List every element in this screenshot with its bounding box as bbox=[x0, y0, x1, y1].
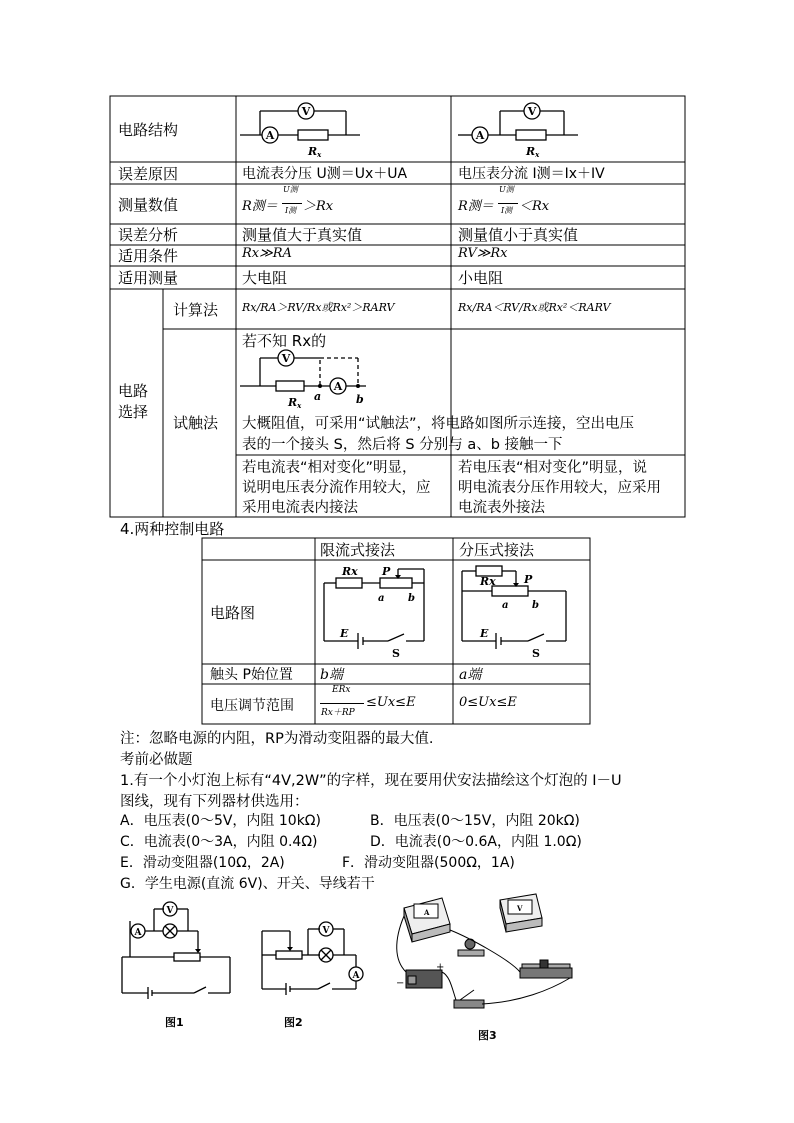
row-label-error-cause: 误差原因 bbox=[118, 165, 179, 183]
range-fraction-bar bbox=[320, 703, 364, 704]
external-measured-den: I测 bbox=[501, 206, 513, 215]
header-divider: 分压式接法 bbox=[459, 541, 535, 559]
external-measured-post: ＜Rx bbox=[519, 199, 550, 214]
figure-2-circuit bbox=[256, 915, 366, 1000]
trial-internal-2: 说明电压表分流作用较大，应 bbox=[242, 480, 431, 496]
svg-text:V: V bbox=[527, 105, 537, 118]
row-label-selection-1: 电路 bbox=[118, 382, 149, 400]
row-label-start: 触头 P始位置 bbox=[210, 667, 293, 683]
internal-usage: 大电阻 bbox=[242, 269, 288, 287]
option-a: A．电压表(0～5V，内阻 10kΩ) bbox=[120, 813, 321, 829]
svg-text:−: − bbox=[396, 978, 405, 989]
row-label-structure: 电路结构 bbox=[118, 121, 179, 139]
internal-error-cause: 电流表分压 U测＝Ux＋UA bbox=[242, 166, 408, 182]
external-measured-pre: R测＝ bbox=[458, 199, 494, 214]
figure-3-caption: 图3 bbox=[478, 1029, 497, 1042]
limit-b-label: b bbox=[408, 593, 415, 604]
svg-text:A: A bbox=[475, 129, 485, 142]
option-g: G．学生电源(直流 6V)、开关、导线若干 bbox=[120, 876, 375, 892]
row-label-measured: 测量数值 bbox=[118, 196, 179, 214]
internal-measured-num: U测 bbox=[283, 185, 298, 194]
svg-text:A: A bbox=[333, 380, 343, 393]
external-r-sub: x bbox=[535, 150, 540, 159]
internal-r-label: R bbox=[308, 145, 318, 158]
calc-internal: Rx/RA＞RV/Rx或Rx²＞RARV bbox=[242, 301, 395, 314]
limit-s-label: S bbox=[392, 647, 400, 660]
note: 注：忽略电源的内阻，RP为滑动变阻器的最大值. bbox=[120, 731, 434, 747]
trial-external-2: 明电流表分压作用较大，应采用 bbox=[458, 480, 661, 496]
figure-2-caption: 图2 bbox=[284, 1016, 303, 1029]
svg-text:A: A bbox=[352, 971, 360, 981]
section-4-title: 4.两种控制电路 bbox=[120, 520, 225, 538]
trial-external-3: 电流表外接法 bbox=[458, 500, 545, 516]
figure-1-caption: 图1 bbox=[165, 1016, 184, 1029]
internal-condition: Rx≫RA bbox=[242, 246, 292, 261]
trial-b-label: b bbox=[356, 393, 364, 406]
svg-text:V: V bbox=[301, 105, 311, 118]
figure-3-apparatus bbox=[390, 890, 590, 1025]
row-label-analysis: 误差分析 bbox=[118, 226, 179, 244]
divider-s-label: S bbox=[532, 647, 540, 660]
figure-1-circuit bbox=[118, 895, 238, 1005]
limit-p-label: P bbox=[382, 565, 391, 578]
external-condition: RV≫Rx bbox=[458, 246, 508, 261]
row-label-condition: 适用条件 bbox=[118, 247, 179, 265]
limit-rx-label: Rx bbox=[342, 565, 358, 578]
option-e: E．滑动变阻器(10Ω，2A) bbox=[120, 855, 285, 871]
row-label-selection-2: 选择 bbox=[118, 403, 149, 421]
trial-line1: 若不知 Rx的 bbox=[242, 332, 327, 350]
external-r-label: R bbox=[526, 145, 536, 158]
external-measured-num: U测 bbox=[499, 185, 514, 194]
option-d: D．电流表(0～0.6A，内阻 1.0Ω) bbox=[370, 834, 582, 850]
trial-method-label: 试触法 bbox=[173, 414, 219, 432]
option-f: F．滑动变阻器(500Ω，1A) bbox=[342, 855, 515, 871]
internal-r-sub: x bbox=[317, 150, 322, 159]
row-label-usage: 适用测量 bbox=[118, 269, 179, 287]
range-limit-num: ERx bbox=[332, 685, 351, 695]
divider-e-label: E bbox=[480, 627, 489, 640]
external-usage: 小电阻 bbox=[458, 269, 504, 287]
calc-method-label: 计算法 bbox=[173, 301, 219, 319]
trial-text-2: 表的一个接头 S，然后将 S 分别与 a、b 接触一下 bbox=[242, 437, 563, 453]
internal-measured-den: I测 bbox=[285, 206, 297, 215]
svg-text:A: A bbox=[424, 908, 430, 917]
internal-analysis: 测量值大于真实值 bbox=[242, 226, 363, 244]
range-limit-den: Rx＋RP bbox=[321, 708, 355, 718]
question-line-1: 1.有一个小灯泡上标有“4V,2W”的字样，现在要用伏安法描绘这个灯泡的 I－U bbox=[120, 773, 622, 789]
row-label-range: 电压调节范围 bbox=[210, 698, 294, 714]
option-b: B．电压表(0～15V，内阻 20kΩ) bbox=[370, 813, 580, 829]
external-error-cause: 电压表分流 I测＝Ix＋IV bbox=[458, 166, 605, 182]
trial-external-1: 若电压表“相对变化”明显，说 bbox=[458, 460, 648, 476]
internal-measured-pre: R测＝ bbox=[242, 199, 278, 214]
range-limit-post: ≤Ux≤E bbox=[366, 695, 416, 710]
calc-external: Rx/RA＜RV/Rx或Rx²＜RARV bbox=[458, 301, 611, 314]
option-c: C．电流表(0～3A，内阻 0.4Ω) bbox=[120, 834, 318, 850]
trial-text-1: 大概阻值，可采用“试触法”，将电路如图所示连接，空出电压 bbox=[242, 416, 635, 432]
limiting-circuit-diagram bbox=[318, 561, 448, 663]
row-label-diagram: 电路图 bbox=[210, 604, 256, 622]
svg-text:V: V bbox=[322, 926, 330, 936]
subtitle: 考前必做题 bbox=[120, 752, 193, 768]
limit-e-label: E bbox=[340, 627, 349, 640]
external-analysis: 测量值小于真实值 bbox=[458, 226, 579, 244]
svg-text:A: A bbox=[134, 928, 142, 938]
question-line-2: 图线，现有下列器材供选用： bbox=[120, 794, 309, 810]
divider-a-label: a bbox=[502, 600, 509, 611]
divider-b-label: b bbox=[532, 600, 539, 611]
svg-text:V: V bbox=[281, 352, 291, 365]
divider-p-label: P bbox=[524, 573, 533, 586]
start-limiting: b端 bbox=[320, 667, 343, 683]
trial-a-label: a bbox=[314, 390, 322, 403]
trial-internal-1: 若电流表“相对变化”明显， bbox=[242, 460, 417, 476]
range-divider: 0≤Ux≤E bbox=[459, 695, 517, 710]
trial-r-label: R bbox=[288, 396, 298, 408]
trial-r-sub: x bbox=[297, 401, 302, 408]
trial-internal-3: 采用电流表内接法 bbox=[242, 500, 358, 516]
start-divider: a端 bbox=[459, 667, 482, 683]
svg-text:+: + bbox=[436, 962, 445, 973]
limit-a-label: a bbox=[378, 593, 385, 604]
internal-measured-post: ＞Rx bbox=[303, 199, 334, 214]
divider-rx-label: Rx bbox=[480, 575, 496, 588]
svg-text:V: V bbox=[517, 904, 523, 913]
svg-text:A: A bbox=[265, 129, 275, 142]
header-limiting: 限流式接法 bbox=[320, 541, 396, 559]
svg-text:V: V bbox=[166, 906, 174, 916]
divider-circuit-diagram bbox=[456, 561, 586, 663]
